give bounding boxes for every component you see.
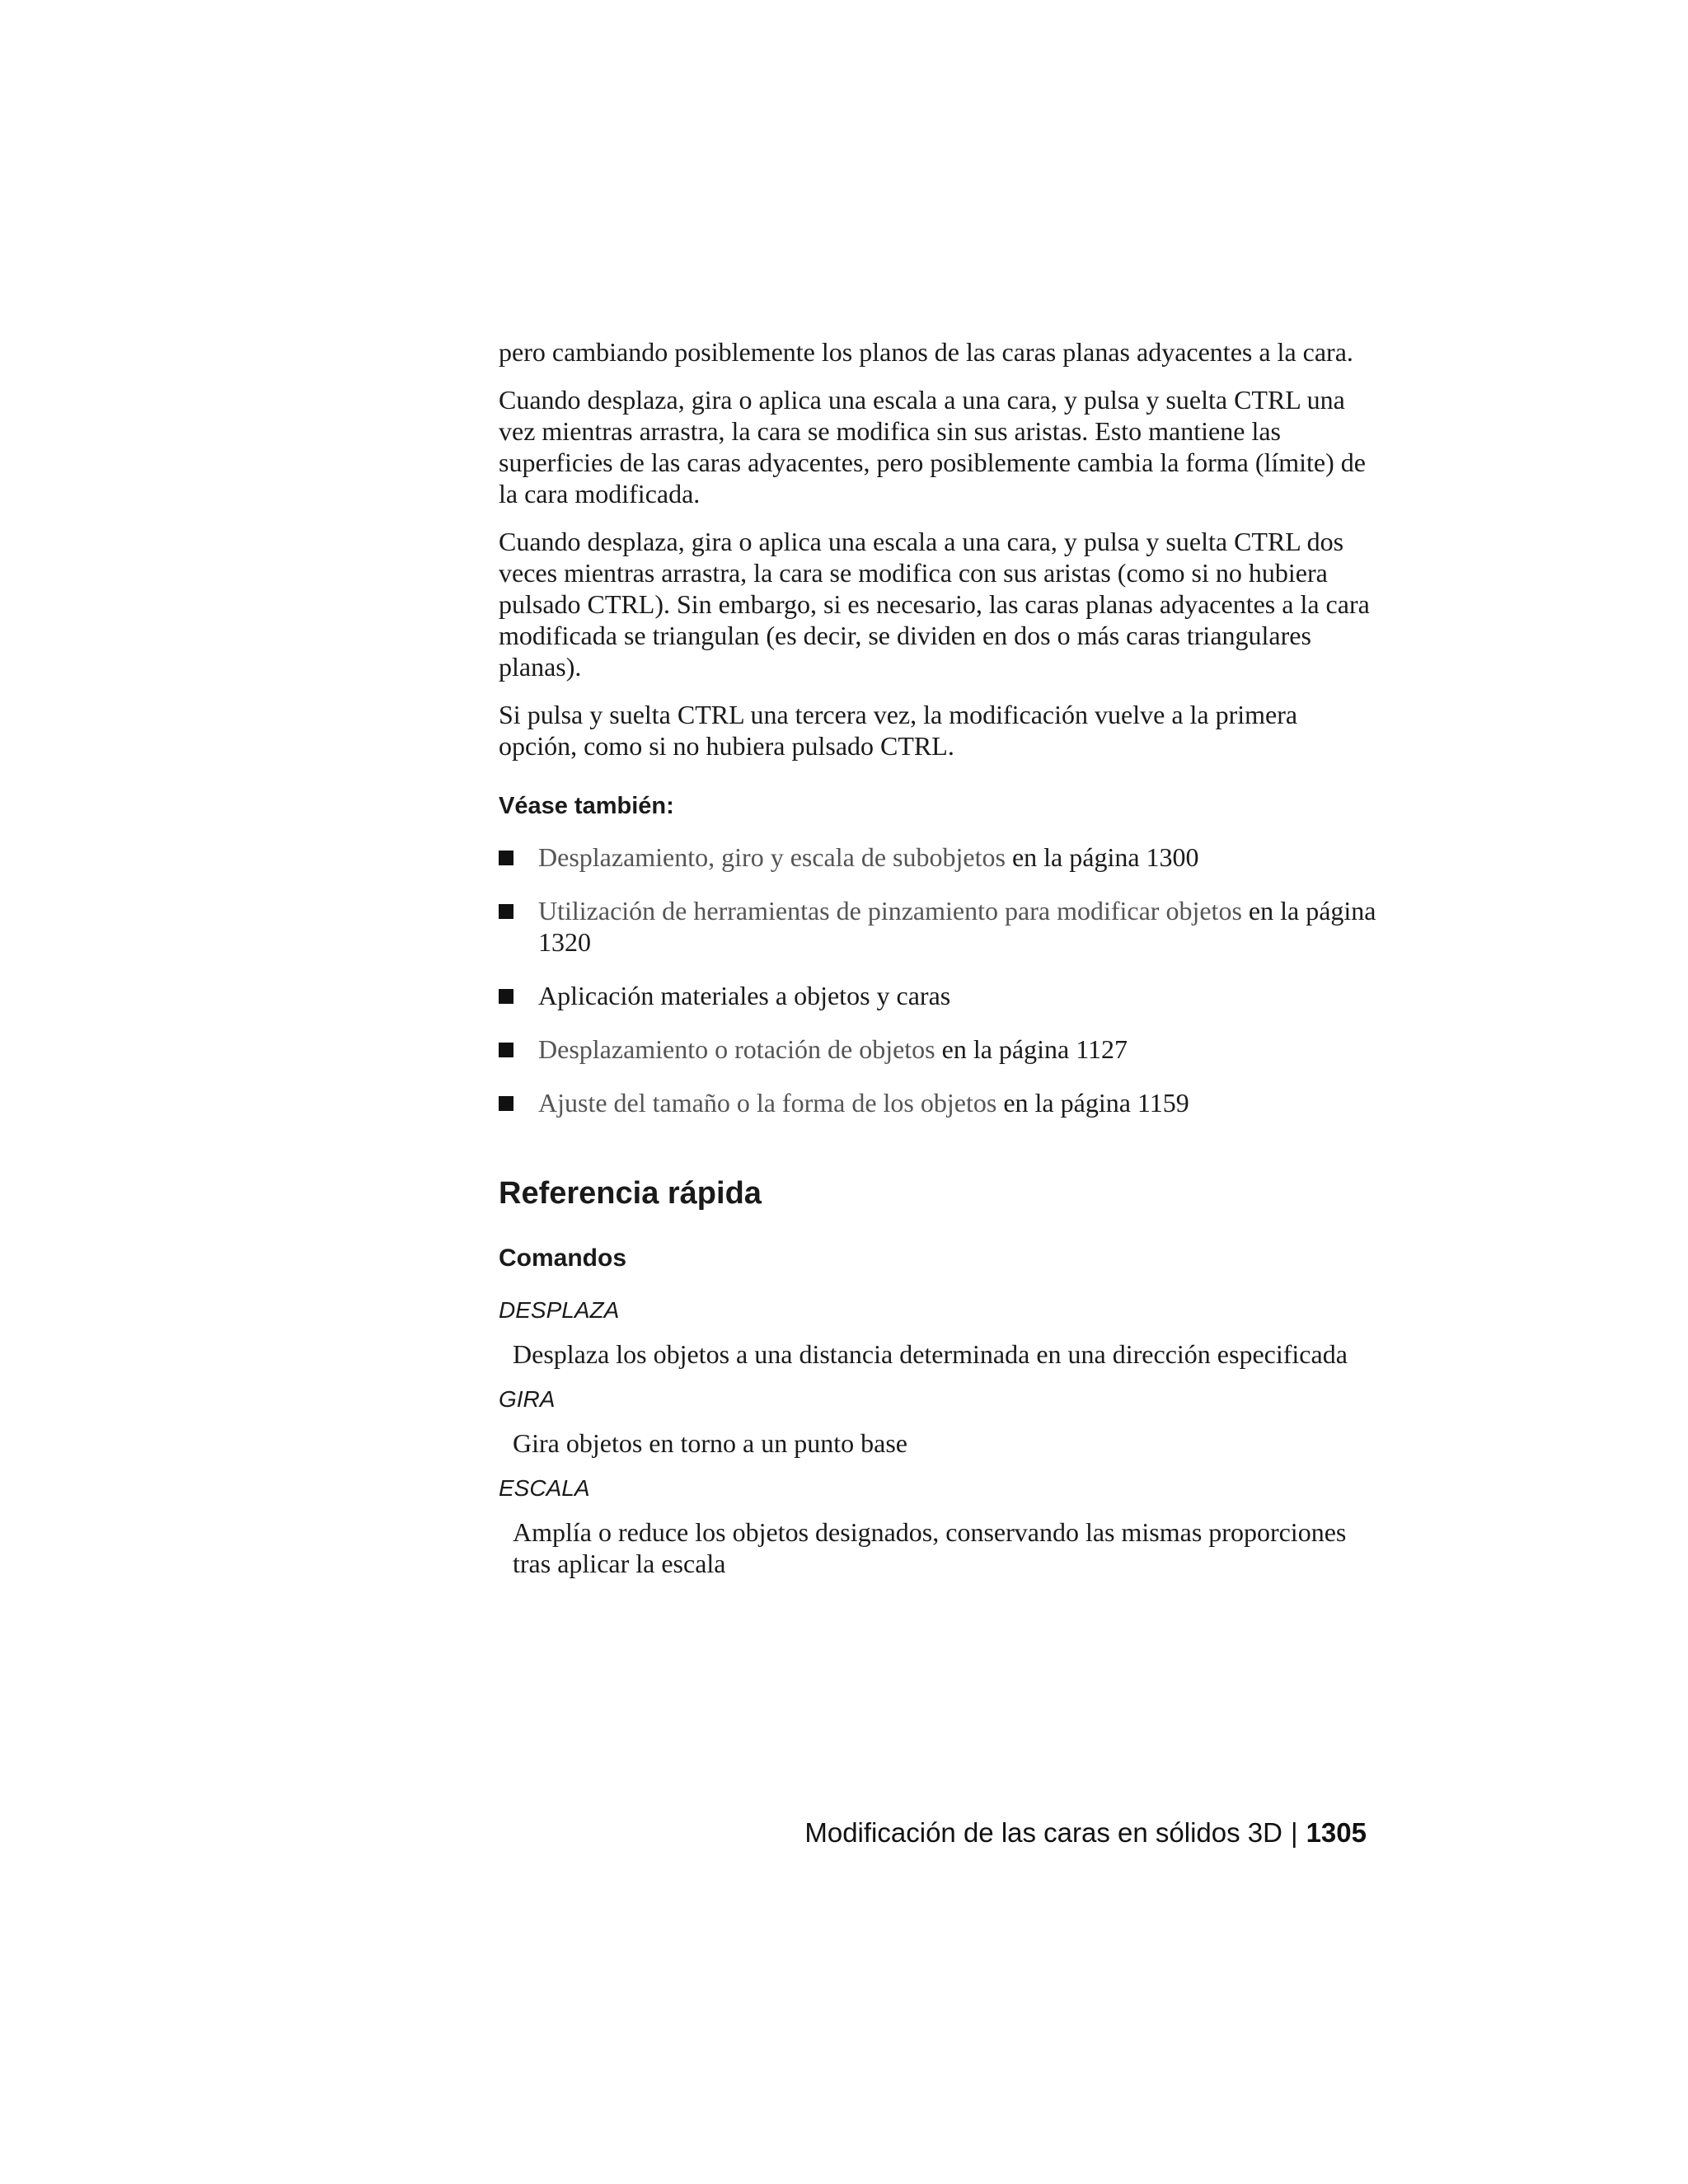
- command-description: Gira objetos en torno a un punto base: [513, 1428, 907, 1458]
- list-item: [499, 980, 1376, 1011]
- bullet-square-icon: [499, 1043, 513, 1057]
- bullet-square-icon: [499, 904, 513, 919]
- bullet-square-icon: [499, 1096, 513, 1111]
- cross-reference-link[interactable]: Desplazamiento, giro y escala de subobjetos: [538, 842, 1006, 872]
- list-item: [499, 1087, 1376, 1118]
- page-reference: en la página 1320: [538, 896, 1376, 957]
- subsection-heading: Comandos: [499, 1244, 627, 1272]
- cross-reference-link[interactable]: Ajuste del tamaño o la forma de los objetos: [538, 1088, 997, 1118]
- paragraph: Si pulsa y suelta CTRL una tercera vez, la modificación vuelve a la primera opción, como si no hubiera pulsado CTRL.: [499, 700, 1298, 761]
- paragraph: pero cambiando posiblemente los planos de las caras planas adyacentes a la cara.: [499, 337, 1353, 367]
- bullet-square-icon: [499, 989, 513, 1004]
- command-description: Amplía o reduce los objetos designados, conservando las mismas proporciones tras aplicar la escala: [513, 1517, 1347, 1578]
- paragraph: Cuando desplaza, gira o aplica una escala a una cara, y pulsa y suelta CTRL dos veces mientras arrastra, la cara se modifica con sus aristas (como si no hubiera pulsado CTRL). Sin embargo, si es necesario, las caras planas adyacentes a la cara modificada se triangulan (es decir, se dividen en dos o más caras triangulares planas).: [499, 527, 1370, 682]
- command-name[interactable]: ESCALA: [499, 1475, 590, 1501]
- page-content: [499, 336, 1376, 1596]
- section-heading: Referencia rápida: [499, 1176, 762, 1211]
- see-also-heading: Véase también:: [499, 793, 674, 819]
- list-item-text: Aplicación materiales a objetos y caras: [538, 981, 951, 1010]
- command-name[interactable]: GIRA: [499, 1386, 556, 1412]
- command-description: Desplaza los objetos a una distancia determinada en una dirección especificada: [513, 1339, 1348, 1369]
- page-footer: [804, 1817, 1367, 1849]
- cross-reference-link[interactable]: Desplazamiento o rotación de objetos: [538, 1034, 935, 1064]
- see-also-list: [499, 841, 1376, 1118]
- page-reference: en la página 1127: [935, 1034, 1128, 1064]
- page-number: 1305: [1306, 1817, 1367, 1848]
- list-item: [499, 1033, 1376, 1065]
- page-reference: en la página 1159: [996, 1088, 1189, 1118]
- bullet-square-icon: [499, 851, 513, 865]
- paragraph: Cuando desplaza, gira o aplica una escala a una cara, y pulsa y suelta CTRL una vez mientras arrastra, la cara se modifica sin sus aristas. Esto mantiene las superficies de las caras adyacentes, pero posiblemente cambia la forma (límite) de la cara modificada.: [499, 385, 1366, 509]
- cross-reference-link[interactable]: Utilización de herramientas de pinzamiento para modificar objetos: [538, 896, 1242, 926]
- page-reference: en la página 1300: [1005, 842, 1199, 872]
- footer-separator: |: [1291, 1817, 1298, 1848]
- list-item: [499, 895, 1376, 958]
- list-item: [499, 841, 1376, 873]
- command-name[interactable]: DESPLAZA: [499, 1297, 620, 1323]
- footer-section-title: Modificación de las caras en sólidos 3D: [804, 1817, 1282, 1848]
